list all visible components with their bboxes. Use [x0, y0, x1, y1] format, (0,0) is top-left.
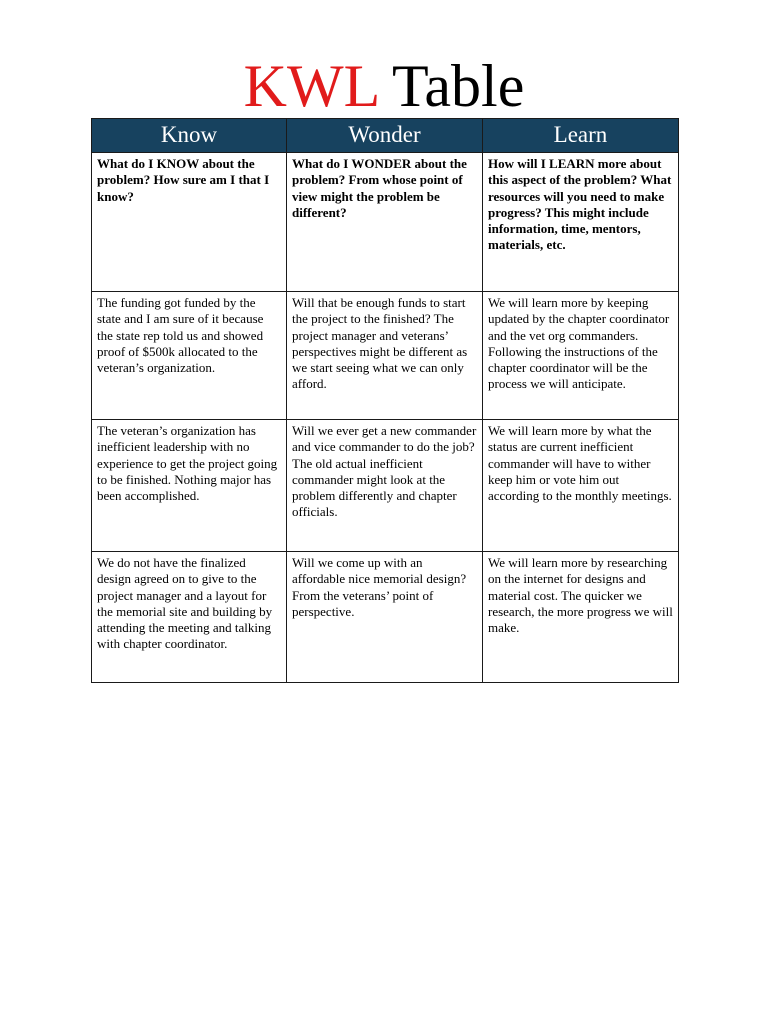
table-row — [92, 420, 679, 552]
page-title-rest: Table — [378, 53, 525, 119]
header-row — [92, 119, 679, 153]
header-know: Know — [92, 119, 287, 153]
prompt-know: What do I KNOW about the problem? How sure am I that I know? — [92, 153, 287, 292]
learn-cell: We will learn more by what the status are current inefficient commander will have to wither keep him or vote him out according to the monthly meetings. — [483, 420, 679, 552]
know-cell: The funding got funded by the state and I am sure of it because the state rep told us and showed proof of $500k allocated to the veteran’s organization. — [92, 292, 287, 420]
wonder-cell: Will that be enough funds to start the project to the finished? The project manager and veterans’ perspectives might be different as we start seeing what we can only afford. — [287, 292, 483, 420]
header-learn: Learn — [483, 119, 679, 153]
table-row — [92, 292, 679, 420]
page-title — [0, 50, 768, 122]
wonder-cell: Will we come up with an affordable nice memorial design? From the veterans’ point of perspective. — [287, 552, 483, 683]
learn-cell: We will learn more by researching on the internet for designs and material cost. The quicker we research, the more progress we will make. — [483, 552, 679, 683]
table-row — [92, 552, 679, 683]
know-cell: We do not have the finalized design agreed on to give to the project manager and a layout for the memorial site and building by attending the meeting and talking with chapter coordinator. — [92, 552, 287, 683]
header-wonder: Wonder — [287, 119, 483, 153]
know-cell: The veteran’s organization has inefficient leadership with no experience to get the project going to be finished. Nothing major has been accomplished. — [92, 420, 287, 552]
learn-cell: We will learn more by keeping updated by the chapter coordinator and the vet org commanders. Following the instructions of the chapter coordinator will be the process we will anticipate. — [483, 292, 679, 420]
page-title-accent: KWL — [243, 53, 379, 119]
prompt-wonder: What do I WONDER about the problem? From whose point of view might the problem be different? — [287, 153, 483, 292]
wonder-cell: Will we ever get a new commander and vice commander to do the job? The old actual inefficient commander might look at the problem differently and chapter officials. — [287, 420, 483, 552]
prompt-learn: How will I LEARN more about this aspect of the problem? What resources will you need to make progress? This might include information, time, mentors, materials, etc. — [483, 153, 679, 292]
prompt-row — [92, 153, 679, 292]
kwl-table — [91, 118, 679, 683]
